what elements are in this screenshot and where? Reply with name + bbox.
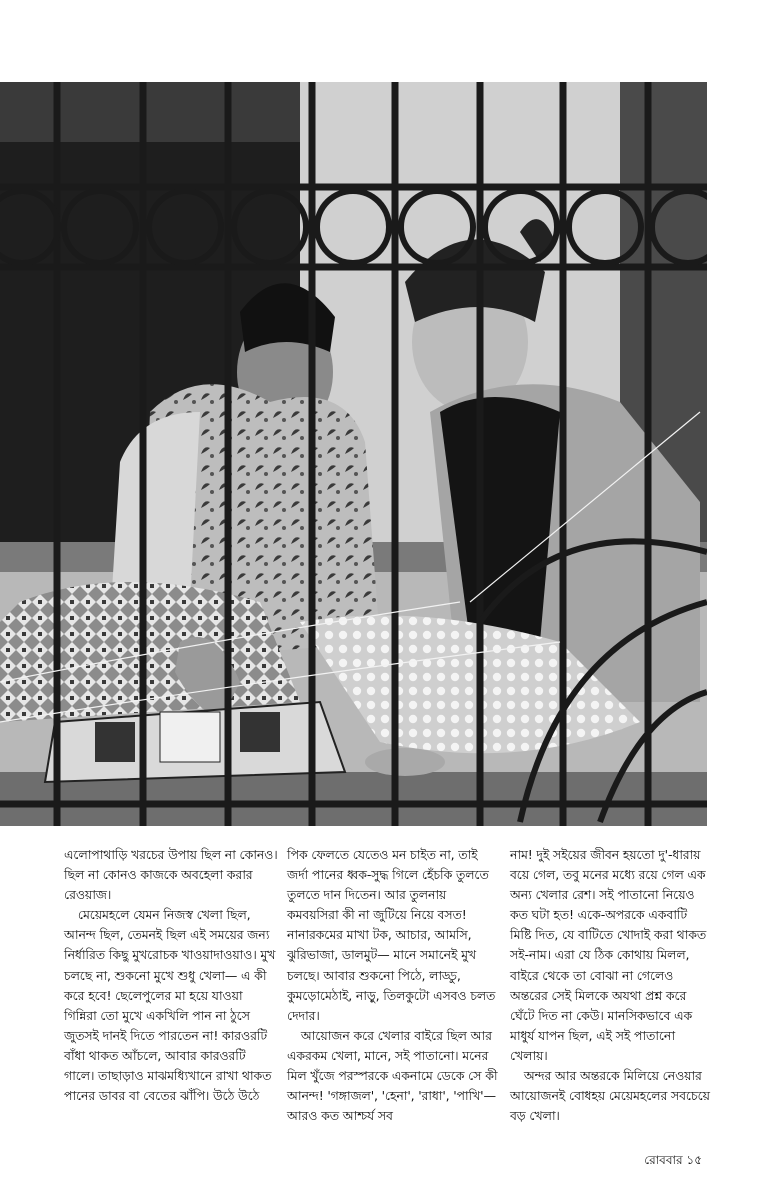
article-photo <box>0 82 707 826</box>
text-column-3 <box>510 845 710 1126</box>
text-column-2 <box>287 845 501 1126</box>
text-column-1 <box>64 845 278 1106</box>
paragraph: পিক ফেলতে যেতেও মন চাইত না, তাই জর্দা পানের ধ্বক-সুদ্ধ গিলে হেঁচকি তুলতে তুলতে দান দিতেন। আর তুলনায় কমবয়সিরা কী না জুটিয়ে নিয়ে বসত! নানারকমের মাখা টক, আচার, আমসি, ঝুরিভাজা, ডালমুট— মানে সমানেই মুখ চলছে। আবার শুকনো পিঠে, লাড্ডু, কুমড়োমেঠাই, নাড়ু, তিলকুটো এসবও চলত দেদার। <box>287 847 496 1023</box>
paragraph: নাম! দুই সইয়ের জীবন হয়তো দু'-ধারায় বয়ে গেল, তবু মনের মধ্যে রয়ে গেল এক অন্য খেলার রেশ। সই পাতানো নিয়েও কত ঘটা হত! একে-অপরকে একবাটি মিষ্টি দিত, যে বাটিতে খোদাই করা থাকত সই-নাম। এরা যে ঠিক কোথায় মিলল, বাইরে থেকে তা বোঝা না গেলেও অন্তরের সেই মিলকে অযথা প্রশ্ন করে ঘেঁটে দিত না কেউ। মানসিকভাবে এক মাধুর্য যাপন ছিল, এই সই পাতানো খেলায়। <box>510 847 707 1063</box>
photo-illustration <box>0 82 707 826</box>
paragraph: আয়োজন করে খেলার বাইরে ছিল আর একরকম খেলা, মানে, সই পাতানো। মনের মিল খুঁজে পরস্পরকে একনামে ডেকে সে কী আনন্দ! 'গঙ্গাজল', 'হেনা', 'রাধা', 'পাখি'— আরও কত আশ্চর্য সব <box>287 1027 498 1124</box>
paragraph: মেয়েমহলে যেমন নিজস্ব খেলা ছিল, আনন্দ ছিল, তেমনই ছিল এই সময়ের জন্য নির্ধারিত কিছু মুখরোচক খাওয়াদাওয়াও। মুখ চলছে না, শুকনো মুখে শুধু খেলা— এ কী করে হবে! ছেলেপুলের মা হয়ে যাওয়া গিন্নিরা তো মুখে একখিলি পান না ঠুসে জুতসই দানই দিতে পারতেন না! কারওরটি বাঁধা থাকত আঁচলে, আবার কারওরটি গালে। তাছাড়াও মাঝমধ্যিখানে রাখা থাকত পানের ডাবর বা বেতের ঝাঁপি। উঠে উঠে <box>64 907 276 1104</box>
paragraph: অন্দর আর অন্তরকে মিলিয়ে নেওয়ার আয়োজনই বোধহয় মেয়েমহলের সবচেয়ে বড় খেলা। <box>510 1068 710 1124</box>
paragraph: এলোপাথাড়ি খরচের উপায় ছিল না কোনও। ছিল না কোনও কাজকে অবহেলা করার রেওয়াজ। <box>64 847 278 903</box>
page-folio: রোববার ১৫ <box>644 1153 702 1167</box>
